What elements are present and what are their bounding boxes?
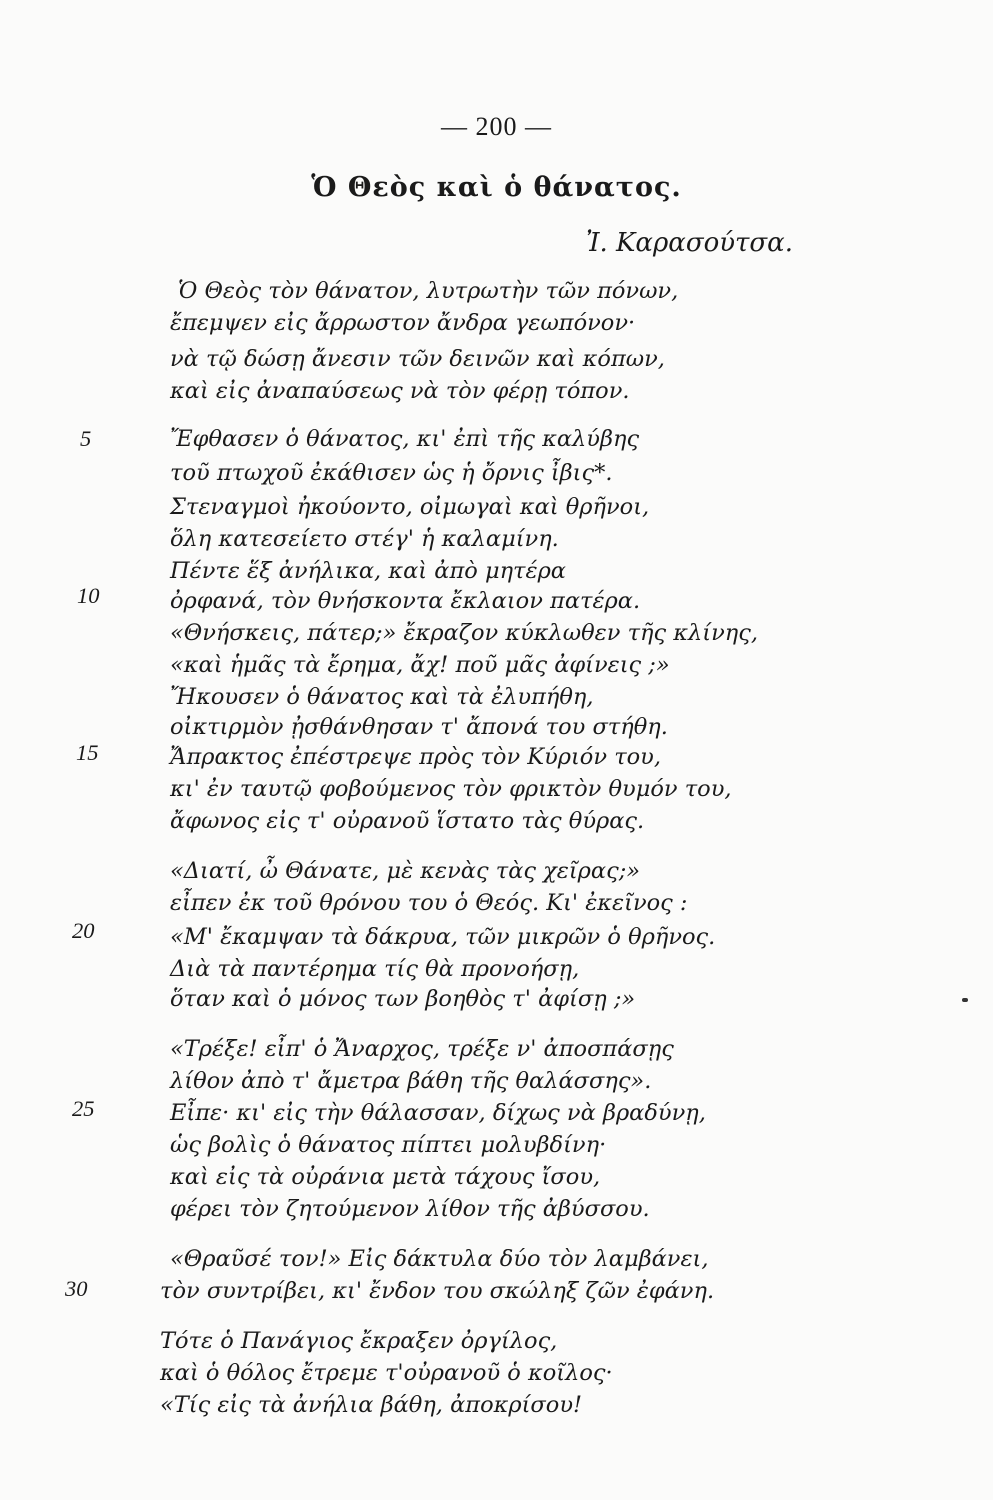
- poem-line: Εἶπε· κι' εἰς τὴν θάλασσαν, δίχως νὰ βραδύνῃ,: [170, 1100, 706, 1126]
- poem-line: οἰκτιρμὸν ᾐσθάνθησαν τ' ἄπονά του στήθη.: [170, 714, 668, 740]
- poem-line: «Μ' ἔκαμψαν τὰ δάκρυα, τῶν μικρῶν ὁ θρῆνος.: [170, 924, 716, 950]
- scan-speck-mark: [962, 998, 968, 1002]
- line-number: 30: [65, 1276, 88, 1301]
- poem-line: ὅταν καὶ ὁ μόνος των βοηθὸς τ' ἀφίσῃ ;»: [170, 986, 636, 1012]
- poem-line: ὡς βολὶς ὁ θάνατος πίπτει μολυβδίνη·: [170, 1132, 607, 1158]
- line-number: 10: [77, 583, 100, 608]
- line-number: 25: [72, 1096, 95, 1121]
- line-number: 20: [72, 918, 95, 943]
- poem-line: Στεναγμοὶ ἠκούοντο, οἰμωγαὶ καὶ θρῆνοι,: [170, 494, 650, 520]
- poem-line: λίθον ἀπὸ τ' ἄμετρα βάθη τῆς θαλάσσης».: [170, 1068, 652, 1094]
- poem-line: «Διατί, ὦ Θάνατε, μὲ κενὰς τὰς χεῖρας;»: [170, 858, 641, 884]
- poem-line: «Τρέξε! εἶπ' ὁ Ἄναρχος, τρέξε ν' ἀποσπάσῃς: [170, 1036, 674, 1062]
- poem-line: νὰ τῷ δώσῃ ἄνεσιν τῶν δεινῶν καὶ κόπων,: [170, 346, 665, 372]
- poem-line: κι' ἐν ταυτῷ φοβούμενος τὸν φρικτὸν θυμόν του,: [170, 776, 732, 802]
- poem-line: «Τίς εἰς τὰ ἀνήλια βάθη, ἀποκρίσου!: [160, 1392, 583, 1418]
- poem-line: τοῦ πτωχοῦ ἐκάθισεν ὡς ἡ ὄρνις ἶβις*.: [170, 460, 613, 486]
- poem-line: Πέντε ἕξ ἀνήλικα, καὶ ἀπὸ μητέρα: [170, 558, 567, 584]
- poem-line: καὶ εἰς τὰ οὐράνια μετὰ τάχους ἴσου,: [170, 1164, 601, 1190]
- poem-line: ἄφωνος εἰς τ' οὐρανοῦ ἵστατο τὰς θύρας.: [170, 808, 645, 834]
- poem-line: Ἤκουσεν ὁ θάνατος καὶ τὰ ἐλυπήθη,: [170, 684, 594, 710]
- poem-title: Ὁ Θεὸς καὶ ὁ θάνατος.: [311, 172, 682, 203]
- poem-line: καὶ εἰς ἀναπαύσεως νὰ τὸν φέρῃ τόπον.: [170, 378, 630, 404]
- poem-line: Τότε ὁ Πανάγιος ἔκραξεν ὀργίλος,: [160, 1328, 558, 1354]
- poem-line: ὅλη κατεσείετο στέγ' ἡ καλαμίνη.: [170, 526, 559, 552]
- poem-line: τὸν συντρίβει, κι' ἔνδον του σκώληξ ζῶν ἐφάνη.: [160, 1278, 715, 1304]
- poem-author: Ἰ. Καρασούτσα.: [585, 228, 793, 258]
- poem-line: Ἔφθασεν ὁ θάνατος, κι' ἐπὶ τῆς καλύβης: [170, 426, 640, 452]
- poem-line: Ἄπρακτος ἐπέστρεψε πρὸς τὸν Κύριόν του,: [170, 744, 662, 770]
- poem-line: «Θραῦσέ τον!» Εἰς δάκτυλα δύο τὸν λαμβάνει,: [170, 1246, 709, 1272]
- line-number: 15: [76, 740, 99, 765]
- line-number: 5: [80, 426, 92, 451]
- poem-line: ἔπεμψεν εἰς ἄρρωστον ἄνδρα γεωπόνον·: [170, 310, 636, 336]
- poem-line: φέρει τὸν ζητούμενον λίθον τῆς ἀβύσσου.: [170, 1196, 650, 1222]
- poem-line: Διὰ τὰ παντέρημα τίς θὰ προνοήσῃ,: [170, 956, 580, 982]
- poem-line: εἶπεν ἐκ τοῦ θρόνου του ὁ Θεός. Κι' ἐκεῖνος :: [170, 890, 688, 916]
- poem-line: «Θνήσκεις, πάτερ;» ἔκραζον κύκλωθεν τῆς κλίνης,: [170, 620, 759, 646]
- page-number: — 200 —: [441, 112, 552, 141]
- poem-line: Ὁ Θεὸς τὸν θάνατον, λυτρωτὴν τῶν πόνων,: [178, 278, 679, 304]
- poem-line: «καὶ ἡμᾶς τὰ ἔρημα, ἄχ! ποῦ μᾶς ἀφίνεις ;»: [170, 652, 670, 678]
- poem-line: ὀρφανά, τὸν θνήσκοντα ἔκλαιον πατέρα.: [170, 588, 641, 614]
- poem-line: καὶ ὁ θόλος ἔτρεμε τ'οὐρανοῦ ὁ κοῖλος·: [160, 1360, 613, 1386]
